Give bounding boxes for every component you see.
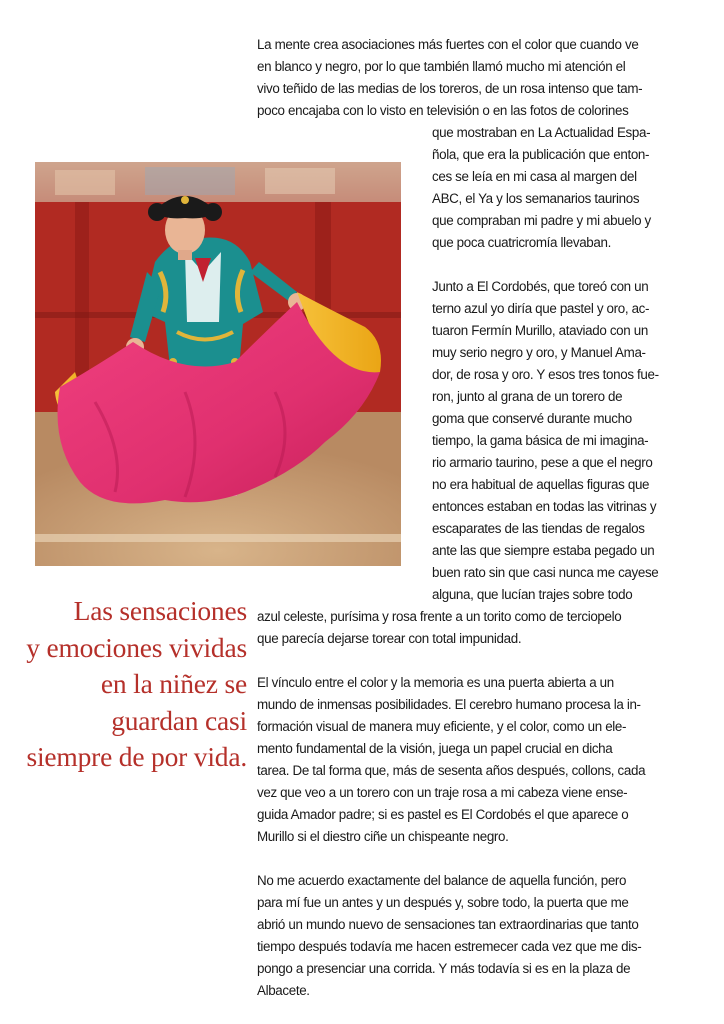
column-line: entonces estaban en todas las vitrinas y — [432, 499, 657, 514]
pull-quote-line: Las sensaciones — [73, 595, 247, 626]
column-line: goma que conservé durante mucho — [432, 411, 632, 426]
pull-quote-line: y emociones vividas — [26, 631, 247, 663]
intro-line: La mente crea asociaciones más fuertes con el color que cuando ve — [257, 37, 639, 52]
column-line: tuaron Fermín Murillo, ataviado con un — [432, 323, 648, 338]
column-line: ante las que siempre estaba pegado un — [432, 543, 655, 558]
column-line: ñola, que era la publicación que enton- — [432, 147, 650, 162]
column-line: dor, de rosa y oro. Y esos tres tonos fue- — [432, 367, 659, 382]
column-line: muy serio negro y oro, y Manuel Ama- — [432, 345, 646, 360]
body-line: guida Amador padre; si es pastel es El Cordobés el que aparece o — [257, 807, 629, 822]
column-line: no era habitual de aquellas figuras que — [432, 477, 650, 492]
body-line: tiempo después todavía me hacen estremecer cada vez que me dis- — [257, 939, 642, 954]
column-line: que compraban mi padre y mi abuelo y — [432, 213, 651, 228]
column-line: alguna, que lucían trajes sobre todo — [432, 587, 633, 602]
intro-line: vivo teñido de las medias de los toreros, de un rosa intenso que tam- — [257, 81, 643, 96]
column-line: Junto a El Cordobés, que toreó con un — [432, 279, 649, 294]
column-line: ron, junto al grana de un torero de — [432, 389, 623, 404]
body-line: para mí fue un antes y un después y, sobre todo, la puerta que me — [257, 895, 629, 910]
body-line: No me acuerdo exactamente del balance de aquella función, pero — [257, 873, 627, 888]
body-line: El vínculo entre el color y la memoria es una puerta abierta a un — [257, 675, 614, 690]
body-line: azul celeste, purísima y rosa frente a un torito como de terciopelo — [257, 609, 622, 624]
body-line: mento fundamental de la visión, juega un papel crucial en dicha — [257, 741, 613, 756]
column-line: escaparates de las tiendas de regalos — [432, 521, 645, 536]
body-line: abrió un mundo nuevo de sensaciones tan extraordinarias que tanto — [257, 917, 639, 932]
column-line: terno azul yo diría que pastel y oro, ac- — [432, 301, 650, 316]
body-line: mundo de inmensas posibilidades. El cerebro humano procesa la in- — [257, 697, 641, 712]
column-line: tiempo, la gama básica de mi imagina- — [432, 433, 649, 448]
body-line: pongo a presenciar una corrida. Y más todavía si es en la plaza de — [257, 961, 631, 976]
body-line: vez que veo a un torero con un traje rosa a mi cabeza viene ense- — [257, 785, 628, 800]
column-line: buen rato sin que casi nunca me cayese — [432, 565, 659, 580]
pull-quote-line: guardan casi — [111, 704, 247, 736]
pull-quote — [20, 593, 247, 813]
body-line: tarea. De tal forma que, más de sesenta años después, collons, cada — [257, 763, 646, 778]
body-line: que parecía dejarse torear con total impunidad. — [257, 631, 522, 646]
column-line: que mostraban en La Actualidad Espa- — [432, 125, 651, 140]
column-line: ABC, el Ya y los semanarios taurinos — [432, 191, 640, 206]
pull-quote-line: en la niñez se — [100, 668, 247, 699]
pull-quote-line: siempre de por vida. — [26, 741, 247, 772]
intro-line: en blanco y negro, por lo que también llamó mucho mi atención el — [257, 59, 626, 74]
column-line: ces se leía en mi casa al margen del — [432, 169, 637, 184]
intro-line: poco encajaba con lo visto en televisión o en las fotos de colorines — [257, 103, 629, 118]
column-line: que poca cuatricromía llevaban. — [432, 235, 611, 250]
body-line: Murillo si el diestro ciñe un chispeante negro. — [257, 829, 509, 844]
body-line: Albacete. — [257, 983, 310, 998]
body-line: formación visual de manera muy eficiente, y el color, como un ele- — [257, 719, 627, 734]
column-line: rio armario taurino, pese a que el negro — [432, 455, 653, 470]
bullfighter-figurine-photo — [35, 162, 401, 566]
